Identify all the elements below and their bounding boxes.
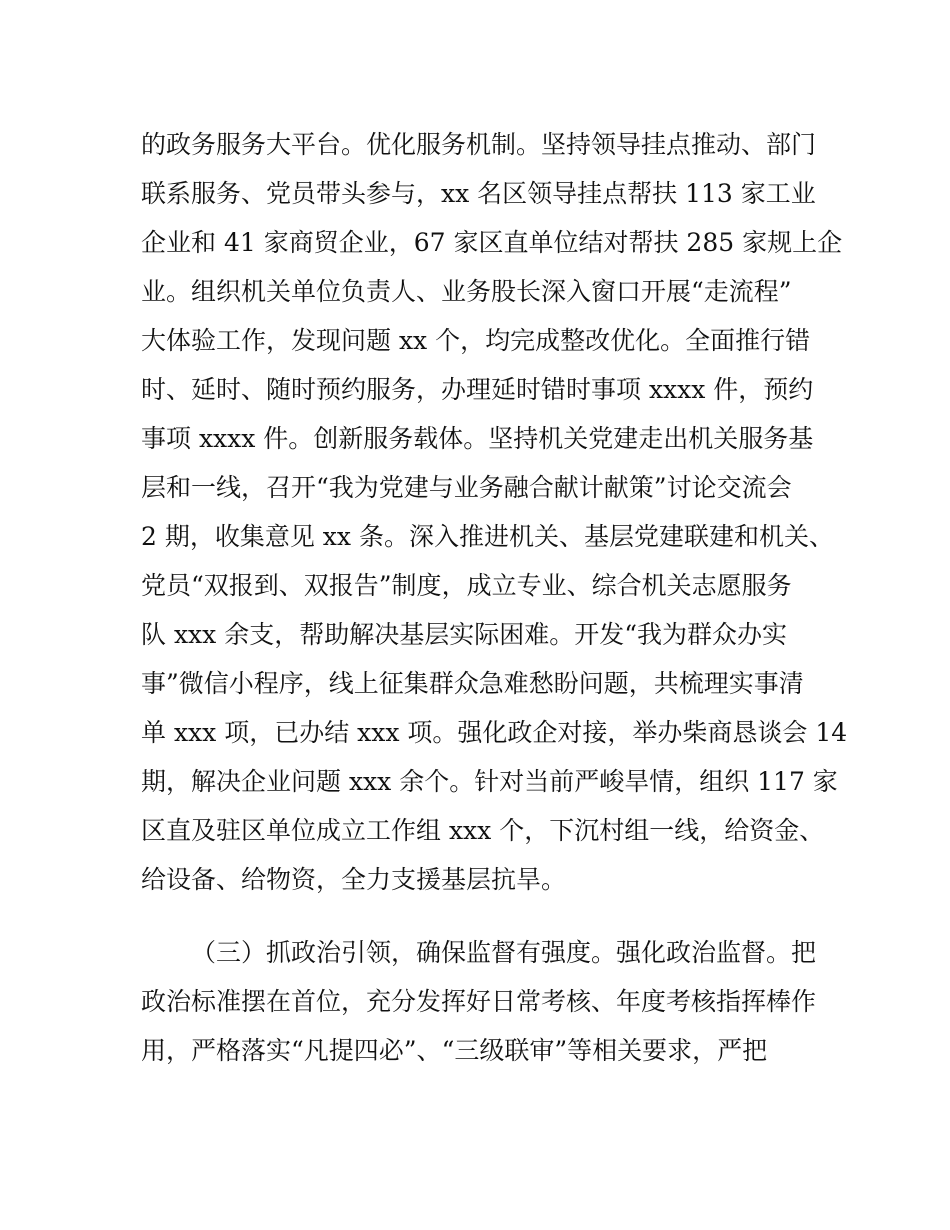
text-line: 党员“双报到、双报告”制度，成立专业、综合机关志愿服务 [141,571,792,600]
text-line: 联系服务、党员带头参与，xx 名区领导挂点帮扶 113 家工业 [141,179,816,208]
text-line: 单 xxx 项，已办结 xxx 项。强化政企对接，举办柴商恳谈会 14 [141,718,848,747]
text-line: 期，解决企业问题 xxx 余个。针对当前严峻旱情，组织 117 家 [141,767,838,796]
text-line: 2 期，收集意见 xx 条。深入推进机关、基层党建联建和机关、 [141,522,834,551]
text-line: 政治标准摆在首位，充分发挥好日常考核、年度考核指挥棒作 [141,987,817,1016]
text-line: 大体验工作，发现问题 xx 个，均完成整改优化。全面推行错 [141,326,811,355]
text-line: 事项 xxxx 件。创新服务载体。坚持机关党建走出机关服务基 [141,424,814,453]
text-line: 时、延时、随时预约服务，办理延时错时事项 xxxx 件，预约 [141,375,814,404]
text-line: 用，严格落实“凡提四必”、“三级联审”等相关要求，严把 [141,1036,768,1065]
text-line: 业。组织机关单位负责人、业务股长深入窗口开展“走流程” [141,277,792,306]
text-line: 区直及驻区单位成立工作组 xxx 个，下沉村组一线，给资金、 [141,816,825,845]
section-heading-line: （三）抓政治引领，确保监督有强度。强化政治监督。把 [191,938,817,967]
text-line: 给设备、给物资，全力支援基层抗旱。 [141,865,567,894]
text-line: 的政务服务大平台。优化服务机制。坚持领导挂点推动、部门 [141,130,817,159]
text-line: 层和一线，召开“我为党建与业务融合献计献策”讨论交流会 [141,473,792,502]
text-line: 事”微信小程序，线上征集群众急难愁盼问题，共梳理实事清 [141,669,804,698]
text-line: 企业和 41 家商贸企业，67 家区直单位结对帮扶 285 家规上企 [141,228,843,257]
text-line: 队 xxx 余支，帮助解决基层实际困难。开发“我为群众办实 [141,620,787,649]
